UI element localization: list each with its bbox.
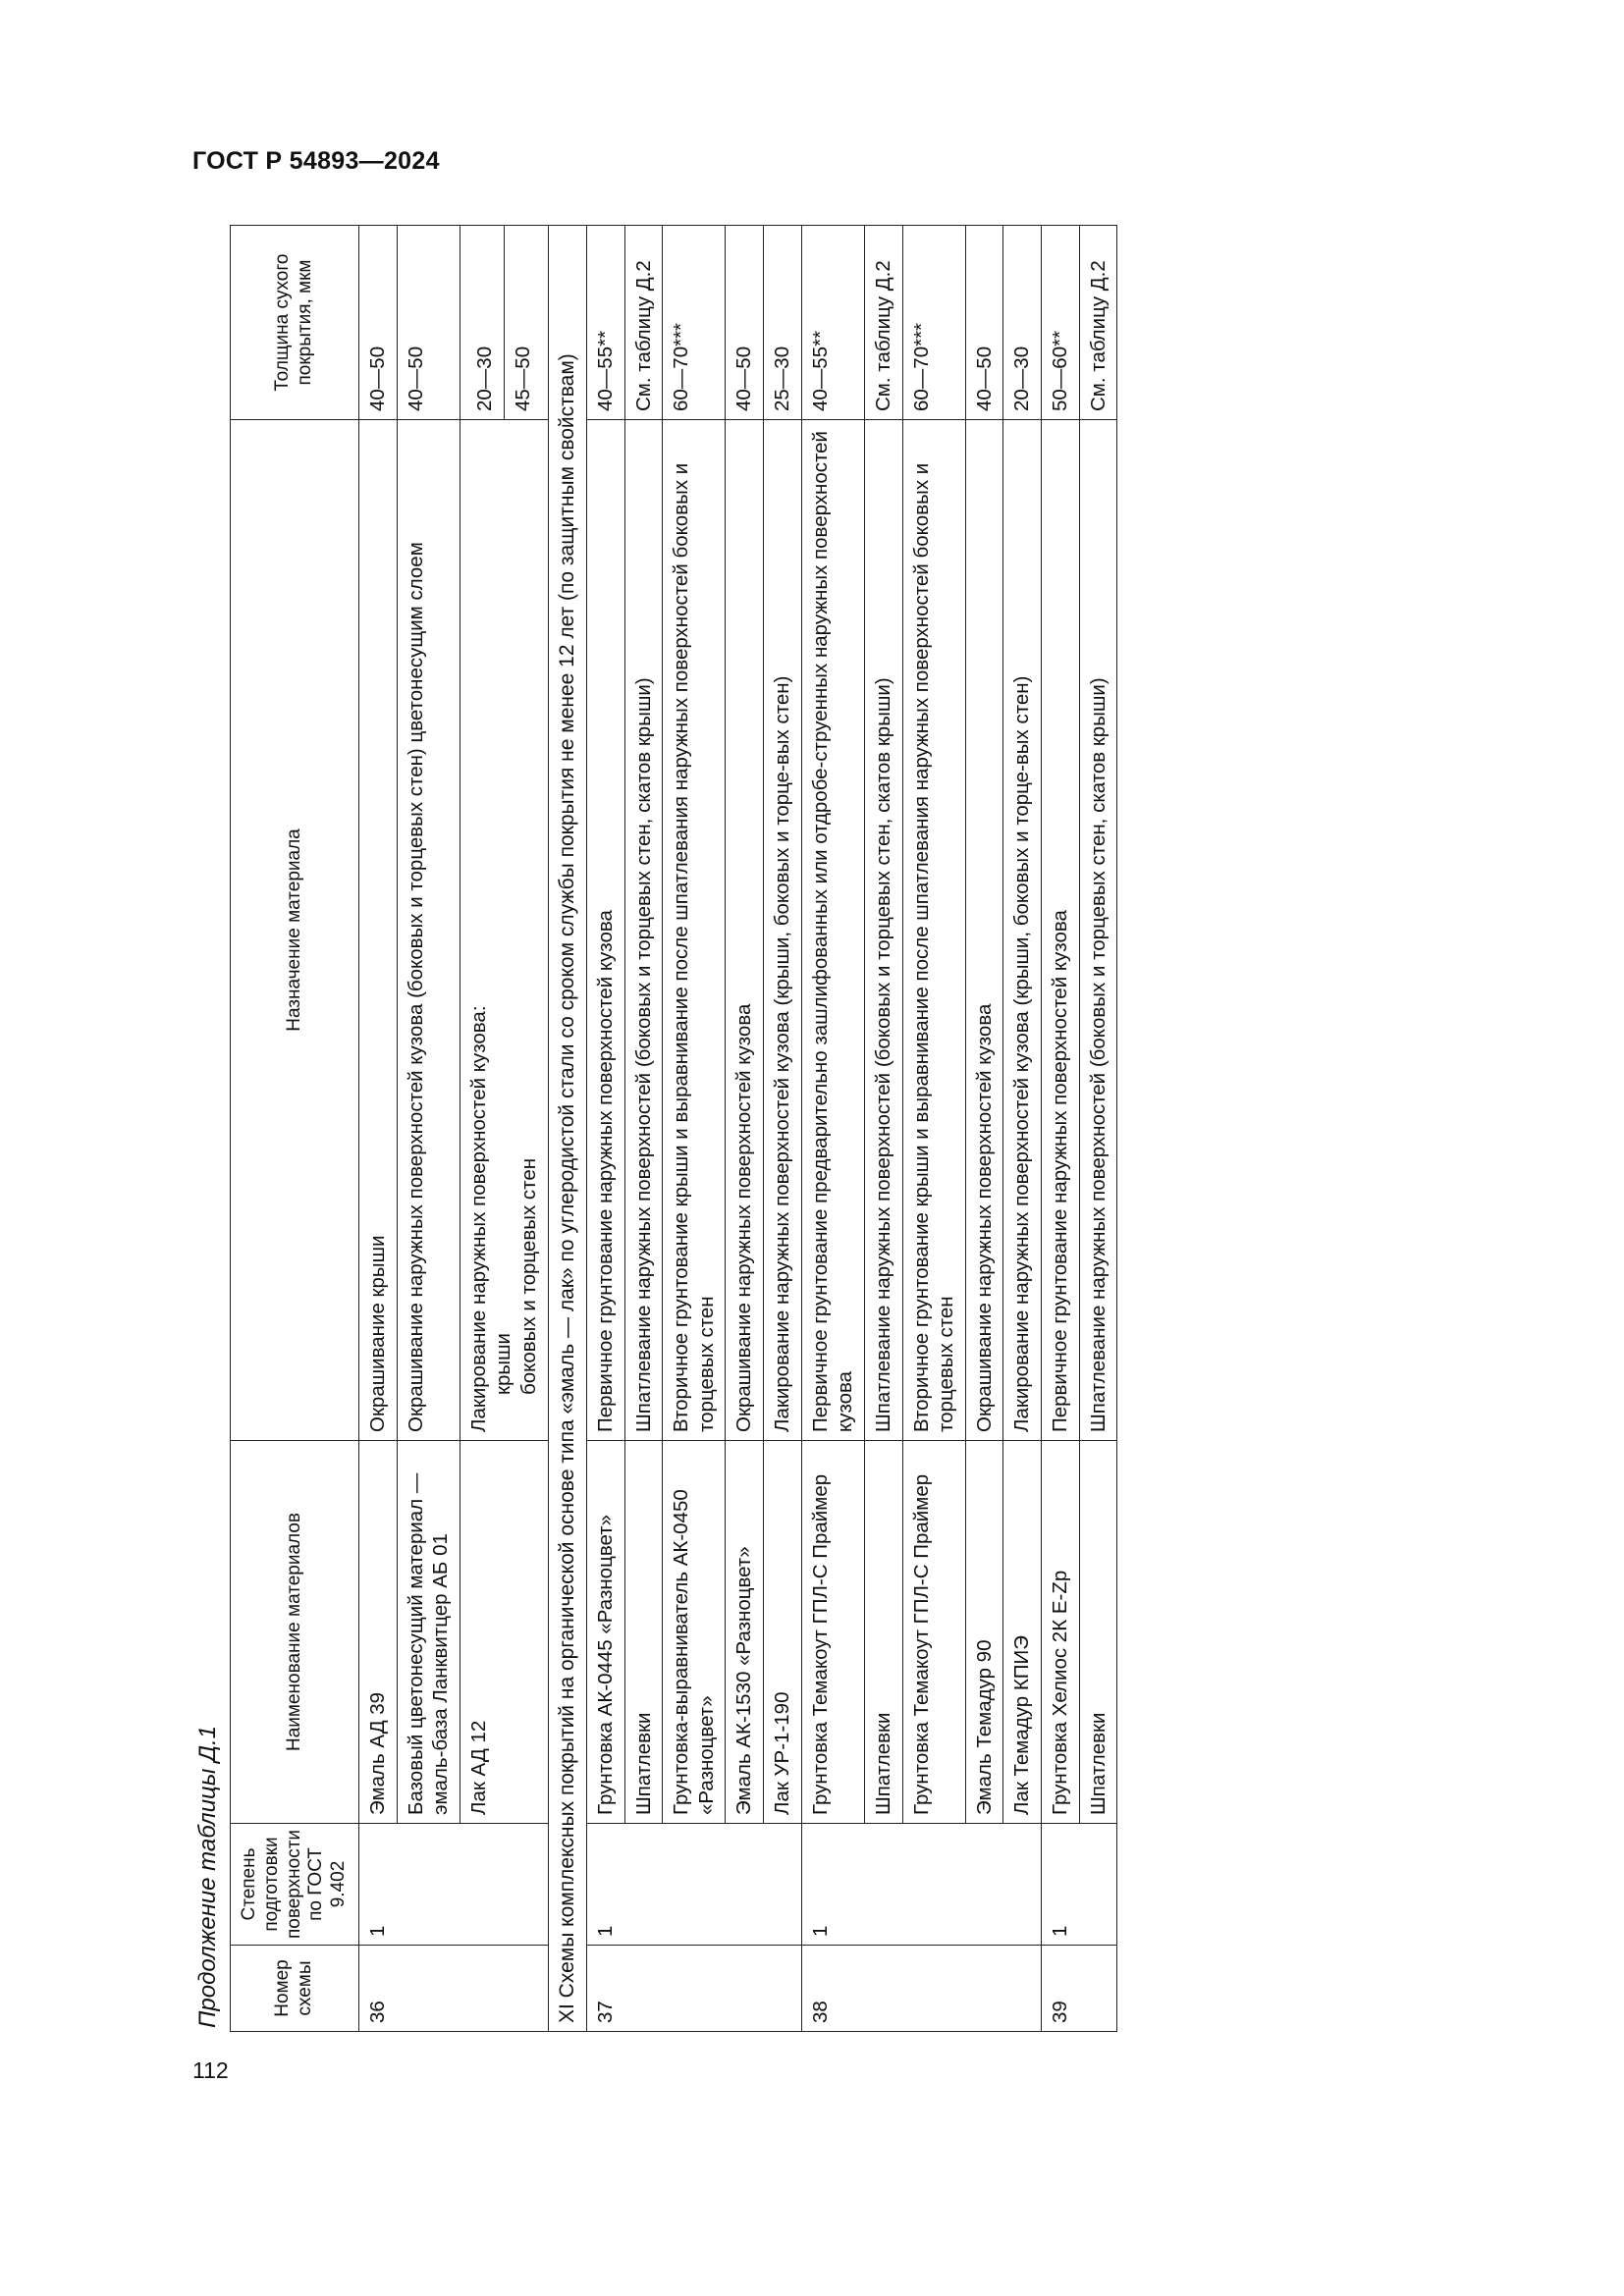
cell-thickness: 40—50 <box>965 226 1003 420</box>
purpose-sub-walls: боковых и торцевых стен <box>517 1157 541 1395</box>
materials-table <box>230 225 1117 2032</box>
cell-thickness: 40—50 <box>726 226 764 420</box>
cell-purpose: Окрашивание крыши <box>358 420 397 1441</box>
cell-purpose: Вторичное грунтование крыши и выравнивание после шпатлевания наружных поверхностей боковых и торцевых стен <box>902 420 965 1441</box>
cell-prep: 1 <box>358 1824 548 1946</box>
cell-purpose: Первичное грунтование наружных поверхностей кузова <box>586 420 624 1441</box>
table-row <box>1079 226 1117 2032</box>
cell-purpose: Окрашивание наружных поверхностей кузова <box>726 420 764 1441</box>
cell-thickness: 40—55** <box>801 226 864 420</box>
table-header-row <box>231 226 359 2032</box>
cell-purpose: Шпатлевание наружных поверхностей (боковых и торцевых стен, скатов крыши) <box>864 420 902 1441</box>
document-header: ГОСТ Р 54893—2024 <box>192 147 440 175</box>
table-row <box>1042 226 1080 2032</box>
cell-purpose <box>460 420 548 1441</box>
header-name: Наименование материалов <box>231 1441 359 1824</box>
header-purpose: Назначение материала <box>231 420 359 1441</box>
cell-thickness: 20—30 <box>1003 226 1042 420</box>
table-row <box>586 226 624 2032</box>
cell-scheme: 38 <box>801 1946 1041 2032</box>
cell-thickness: См. таблицу Д.2 <box>1079 226 1117 420</box>
rotated-table-area <box>194 226 1466 2032</box>
cell-thickness-roof: 20—30 <box>460 226 504 420</box>
cell-name: Эмаль АК-1530 «Разноцвет» <box>726 1441 764 1824</box>
cell-prep: 1 <box>1042 1824 1117 1946</box>
cell-thickness: 40—55** <box>586 226 624 420</box>
purpose-sub-roof: крыши <box>492 1332 515 1395</box>
cell-thickness: См. таблицу Д.2 <box>624 226 663 420</box>
cell-prep: 1 <box>801 1824 1041 1946</box>
cell-thickness-walls: 45—50 <box>504 226 548 420</box>
table-row <box>965 226 1003 2032</box>
cell-purpose: Вторичное грунтование крыши и выравнивание после шпатлевания наружных поверхностей боковых и торцевых стен <box>663 420 726 1441</box>
cell-name: Эмаль Темадур 90 <box>965 1441 1003 1824</box>
cell-name: Лак Темадур КПИЭ <box>1003 1441 1042 1824</box>
cell-name: Лак УР-1-190 <box>764 1441 802 1824</box>
cell-name: Грунтовка АК-0445 «Разноцвет» <box>586 1441 624 1824</box>
header-prep: Степень подготовки поверхности по ГОСТ 9.402 <box>231 1824 359 1946</box>
cell-purpose: Окрашивание наружных поверхностей кузова (боковых и торцевых стен) цветонесущим слоем <box>397 420 460 1441</box>
cell-purpose: Шпатлевание наружных поверхностей (боковых и торцевых стен, скатов крыши) <box>1079 420 1117 1441</box>
cell-name: Грунтовка Хелиос 2К E-Zp <box>1042 1441 1080 1824</box>
table-row <box>801 226 864 2032</box>
cell-name: Грунтовка Темакоут ГПЛ-С Праймер <box>902 1441 965 1824</box>
table-row <box>624 226 663 2032</box>
table-row <box>902 226 965 2032</box>
section-row <box>548 226 586 2032</box>
cell-scheme: 36 <box>358 1946 548 2032</box>
cell-thickness: 50—60** <box>1042 226 1080 420</box>
cell-purpose: Лакирование наружных поверхностей кузова (крыши, боковых и торце-вых стен) <box>764 420 802 1441</box>
cell-purpose: Окрашивание наружных поверхностей кузова <box>965 420 1003 1441</box>
cell-name: Базовый цветонесущий материал — эмаль-база Ланквитцер АБ 01 <box>397 1441 460 1824</box>
cell-name: Грунтовка-выравниватель АК-0450 «Разноцвет» <box>663 1441 726 1824</box>
table-caption: Продолжение таблицы Д.1 <box>194 1725 221 2028</box>
table-row <box>397 226 460 2032</box>
cell-name: Шпатлевки <box>624 1441 663 1824</box>
table-row <box>663 226 726 2032</box>
header-scheme: Номер схемы <box>231 1946 359 2032</box>
table-row <box>358 226 397 2032</box>
cell-thickness: 60—70*** <box>663 226 726 420</box>
cell-purpose: Шпатлевание наружных поверхностей (боковых и торцевых стен, скатов крыши) <box>624 420 663 1441</box>
cell-thickness: 40—50 <box>358 226 397 420</box>
cell-name: Грунтовка Темакоут ГПЛ-С Праймер <box>801 1441 864 1824</box>
cell-purpose: Первичное грунтование наружных поверхностей кузова <box>1042 420 1080 1441</box>
cell-name: Эмаль АД 39 <box>358 1441 397 1824</box>
cell-name: Шпатлевки <box>864 1441 902 1824</box>
header-thickness: Толщина сухого покрытия, мкм <box>231 226 359 420</box>
cell-scheme: 37 <box>586 1946 801 2032</box>
section-title: XI Схемы комплексных покрытий на органической основе типа «эмаль — лак» по углеродистой стали со сроком службы покрытия не менее 12 лет (по защитным свойствам) <box>548 226 586 2032</box>
table-row <box>764 226 802 2032</box>
page-number: 112 <box>192 2057 229 2083</box>
cell-prep: 1 <box>586 1824 801 1946</box>
cell-scheme: 39 <box>1042 1946 1117 2032</box>
table-row <box>864 226 902 2032</box>
table-row <box>726 226 764 2032</box>
cell-purpose: Лакирование наружных поверхностей кузова (крыши, боковых и торце-вых стен) <box>1003 420 1042 1441</box>
purpose-intro: Лакирование наружных поверхностей кузова: <box>466 1005 490 1432</box>
cell-thickness: См. таблицу Д.2 <box>864 226 902 420</box>
table-row <box>460 226 504 2032</box>
cell-thickness: 40—50 <box>397 226 460 420</box>
cell-thickness: 25—30 <box>764 226 802 420</box>
cell-name: Шпатлевки <box>1079 1441 1117 1824</box>
cell-thickness: 60—70*** <box>902 226 965 420</box>
cell-name: Лак АД 12 <box>460 1441 548 1824</box>
table-row <box>1003 226 1042 2032</box>
cell-purpose: Первичное грунтование предварительно зашлифованных или отдробе-струенных наружных поверхностей кузова <box>801 420 864 1441</box>
